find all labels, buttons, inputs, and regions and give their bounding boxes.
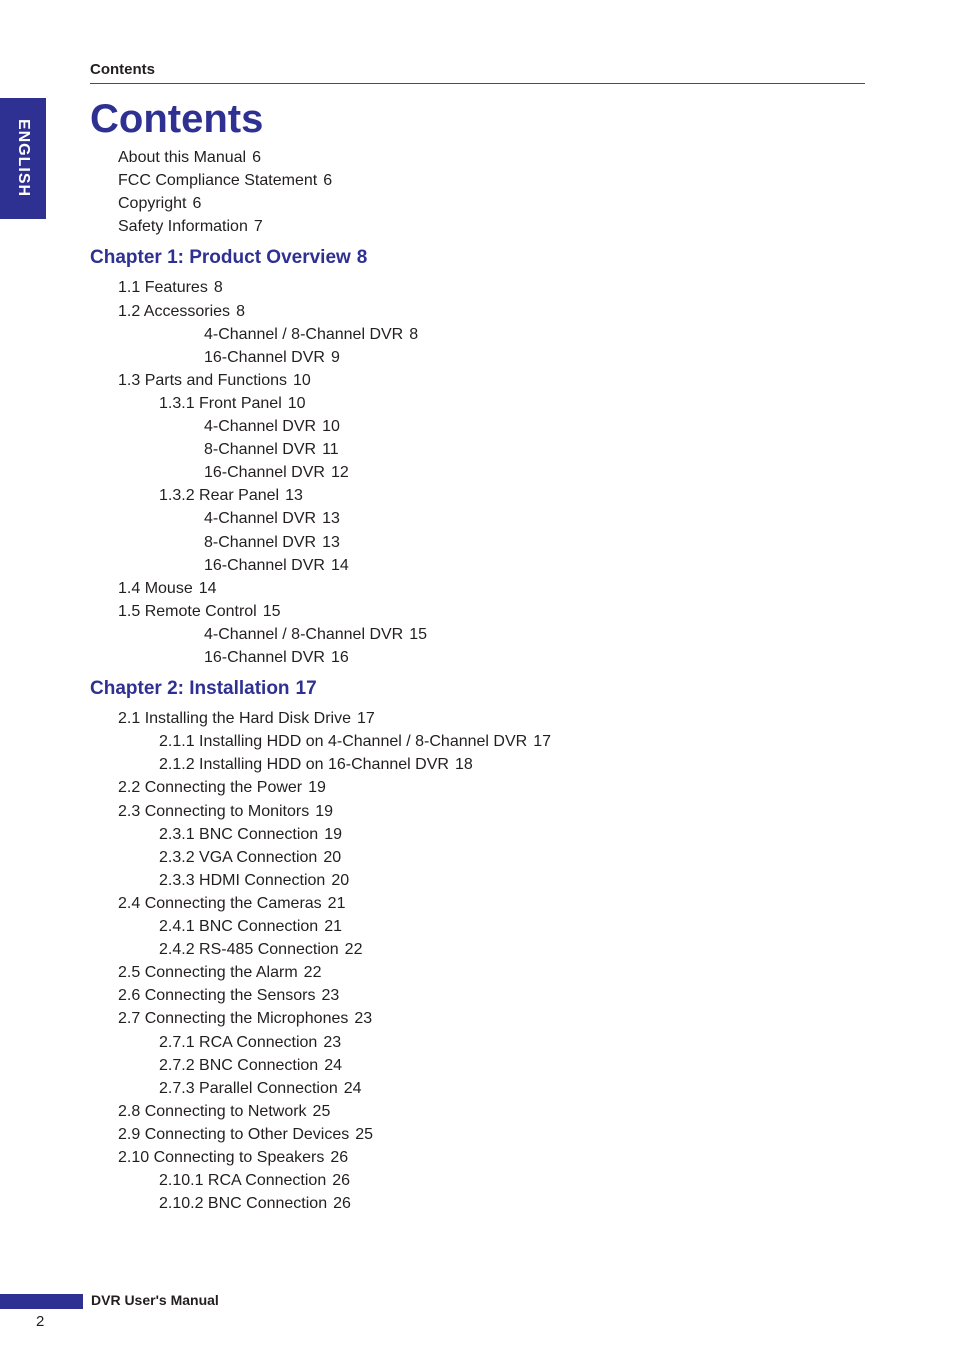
toc-entry-label: 2.7 Connecting the Microphones [118,1010,349,1028]
toc-entry-page: 18 [454,756,473,774]
toc-entry-page: 10 [287,394,306,412]
toc-entry-label: 2.4.1 BNC Connection [159,918,319,935]
toc-entry-label: 2.6 Connecting the Sensors [118,987,316,1005]
toc-entry-page: 25 [355,1125,374,1143]
toc-entry-page: 19 [315,802,334,820]
toc-entry-page: 26 [333,1195,351,1213]
page-title: Contents [90,97,264,141]
toc-entry-page: 23 [323,1033,342,1051]
toc-entry-label: 2.2 Connecting the Power [118,779,303,797]
toc-entry-page: 13 [322,533,340,551]
toc-entry-label: 1.3.1 Front Panel [159,394,282,412]
toc-entry-page: 24 [324,1056,342,1074]
toc-entry-label: 1.1 Features [118,279,208,297]
toc-entry-label: Safety Information [118,218,248,236]
toc-entry-page: 6 [323,172,333,190]
footer-accent-bar [0,1294,83,1309]
toc-entry-page: 14 [198,579,217,597]
toc-entry-label: 1.3 Parts and Functions [118,371,287,389]
toc-entry-page: 22 [303,964,322,982]
toc-entry-page: 20 [331,871,350,889]
toc-entry-label: Chapter 2: Installation [90,678,290,700]
toc-entry-label: 16-Channel DVR [204,649,325,666]
toc-entry-page: 6 [252,149,261,166]
page-number: 2 [36,1313,45,1330]
toc-entry-label: 8-Channel DVR [204,441,317,459]
toc-entry-label: 2.10.2 BNC Connection [159,1195,328,1213]
language-tab-label: ENGLISH [15,118,32,198]
toc-entry-label: 16-Channel DVR [204,556,325,574]
toc-entry-page: 10 [292,371,311,389]
running-header: Contents [90,61,155,78]
toc-entry-label: 2.8 Connecting to Network [118,1102,307,1120]
toc-entry-page: 16 [330,649,349,666]
toc-entry-label: 2.9 Connecting to Other Devices [118,1125,350,1143]
toc-entry-label: 4-Channel / 8-Channel DVR [204,325,404,343]
toc-entry-label: 2.7.3 Parallel Connection [159,1079,338,1097]
toc-entry-page: 20 [323,848,342,866]
toc-entry-label: 2.3 Connecting to Monitors [118,802,310,820]
toc-entry-label: About this Manual [118,149,247,166]
toc-entry-label: 4-Channel DVR [204,510,317,528]
toc-entry-label: 2.3.3 HDMI Connection [159,871,326,889]
toc-entry-page: 24 [343,1079,362,1097]
footer-manual-title: DVR User's Manual [91,1292,219,1308]
toc-entry-label: 2.10.1 RCA Connection [159,1172,327,1190]
toc-entry-label: 2.7.1 RCA Connection [159,1033,318,1051]
toc-entry-page: 14 [330,556,349,574]
toc-entry-label: 16-Channel DVR [204,348,325,366]
toc-entry-page: 12 [330,464,349,482]
toc-entry-label: 2.5 Connecting the Alarm [118,964,298,982]
toc-entry-label: 2.7.2 BNC Connection [159,1056,319,1074]
toc-entry-label: 2.4 Connecting the Cameras [118,894,322,912]
toc-entry-label: 1.5 Remote Control [118,602,257,620]
toc-entry-page: 15 [262,602,281,620]
toc-entry-page: 7 [253,218,263,236]
language-tab [0,98,46,219]
toc-entry-label: Chapter 1: Product Overview [90,247,351,269]
toc-entry-page: 11 [322,441,339,459]
toc-entry-page: 22 [344,941,363,959]
toc-entry-label: 4-Channel / 8-Channel DVR [204,625,404,643]
toc-entry-page: 17 [295,678,317,700]
toc-entry-page: 26 [330,1149,349,1166]
toc-entry-page: 25 [312,1102,331,1120]
toc-entry-page: 9 [330,348,340,366]
toc-entry-label: 1.2 Accessories [118,302,231,320]
toc-entry-page: 17 [533,733,551,751]
toc-entry-page: 21 [324,918,342,935]
toc-entry-label: 1.4 Mouse [118,579,193,597]
toc-entry-label: 2.4.2 RS-485 Connection [159,941,339,959]
toc-entry-page: 8 [213,279,223,297]
toc-entry-label: Copyright [118,195,187,213]
toc-entry-label: FCC Compliance Statement [118,172,318,190]
toc-entry-label: 2.1.2 Installing HDD on 16-Channel DVR [159,756,449,774]
toc-entry-label: 8-Channel DVR [204,533,317,551]
toc-entry-page: 8 [409,325,419,343]
toc-entry-label: 2.3.1 BNC Connection [159,825,319,843]
toc-entry-label: 2.1.1 Installing HDD on 4-Channel / 8-Channel DVR [159,733,528,751]
toc-entry-label: 4-Channel DVR [204,418,317,435]
toc-entry-page: 10 [322,418,340,435]
toc-entry-page: 26 [332,1172,351,1190]
toc-entry-label: 1.3.2 Rear Panel [159,487,280,505]
toc-entry-page: 13 [285,487,303,505]
toc-entry-label: 2.3.2 VGA Connection [159,848,318,866]
toc-entry-label: 2.10 Connecting to Speakers [118,1149,325,1166]
header-rule [90,83,865,84]
toc-entry-page: 19 [308,779,326,797]
toc-entry-page: 6 [192,195,202,213]
toc-entry-page: 23 [321,987,340,1005]
toc-entry-page: 23 [354,1010,373,1028]
toc-entry-page: 8 [356,247,368,269]
toc-entry-page: 17 [356,710,375,728]
toc-entry-page: 21 [327,894,346,912]
toc-entry-page: 15 [409,625,428,643]
toc-entry-label: 2.1 Installing the Hard Disk Drive [118,710,351,728]
toc-entry-page: 8 [236,302,245,320]
toc-entry-page: 13 [322,510,340,528]
toc-entry-page: 19 [324,825,342,843]
toc-entry-label: 16-Channel DVR [204,464,325,482]
